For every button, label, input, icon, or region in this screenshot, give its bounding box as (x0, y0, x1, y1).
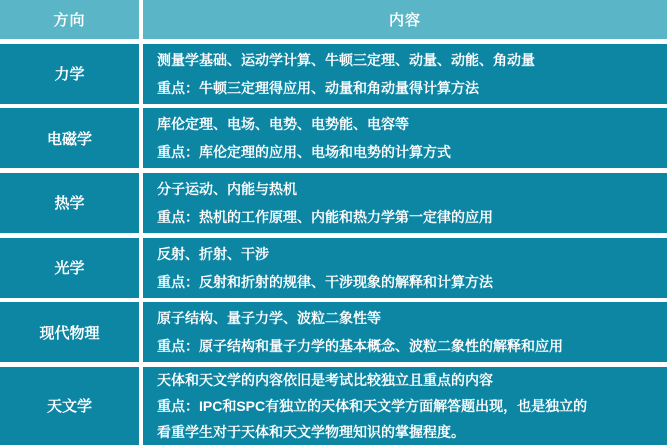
content-line: 重点：IPC和SPC有独立的天体和天文学方面解答题出现，也是独立的 (157, 397, 588, 414)
direction-cell: 电磁学 (0, 108, 139, 168)
content-line: 看重学生对于天体和天文学物理知识的掌握程度。 (157, 423, 465, 440)
content-line: 天体和天文学的内容依旧是考试比较独立且重点的内容 (157, 371, 493, 388)
table-header-row (0, 0, 667, 39)
table-row (0, 302, 667, 362)
table-row (0, 238, 667, 298)
content-cell (143, 238, 667, 298)
direction-cell: 热学 (0, 173, 139, 233)
content-line: 重点：库伦定理的应用、电场和电势的计算方式 (157, 144, 451, 161)
content-line: 反射、折射、干涉 (157, 245, 269, 262)
content-line: 分子运动、内能与热机 (157, 180, 297, 197)
header-content-cell: 内容 (143, 0, 667, 39)
content-line: 测量学基础、运动学计算、牛顿三定理、动量、动能、角动量 (157, 51, 535, 68)
content-line: 重点：热机的工作原理、内能和热力学第一定律的应用 (157, 208, 493, 225)
direction-cell: 光学 (0, 238, 139, 298)
content-line: 重点：牛顿三定理得应用、动量和角动量得计算方法 (157, 79, 479, 96)
content-cell (143, 367, 667, 445)
table-row (0, 108, 667, 168)
content-cell (143, 173, 667, 233)
content-cell (143, 302, 667, 362)
content-line: 重点：原子结构和量子力学的基本概念、波粒二象性的解释和应用 (157, 338, 563, 355)
header-direction-cell: 方向 (0, 0, 139, 39)
table-row (0, 44, 667, 104)
content-line: 库伦定理、电场、电势、电势能、电容等 (157, 116, 409, 133)
content-cell (143, 44, 667, 104)
content-line: 重点：反射和折射的规律、干涉现象的解释和计算方法 (157, 273, 493, 290)
direction-cell: 天文学 (0, 367, 139, 445)
table-row (0, 173, 667, 233)
direction-cell: 现代物理 (0, 302, 139, 362)
table-row (0, 367, 667, 445)
content-cell (143, 108, 667, 168)
content-line: 原子结构、量子力学、波粒二象性等 (157, 310, 381, 327)
direction-cell: 力学 (0, 44, 139, 104)
